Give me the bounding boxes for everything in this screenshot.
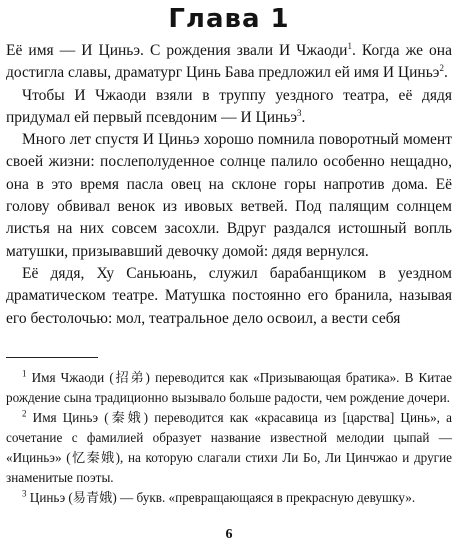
footnote-marker-3: 3 (22, 488, 27, 499)
footnote-ref-2: 2 (439, 63, 444, 74)
footnote-1-text: Имя Чжаоди (招弟) переводится как «Призывающая братика». В Китае рождение сына традиционно вызывало больше радости, чем рождение дочери. (6, 370, 452, 405)
main-text (6, 40, 452, 330)
footnote-ref-1: 1 (347, 40, 352, 51)
paragraph-2-text-b: . (301, 108, 306, 126)
paragraph-2-text-a: Чтобы И Чжаоди взяли в труппу уездного театра, её дядя придумал ей первый псевдоним — И Циньэ (6, 86, 452, 126)
footnote-divider (6, 357, 98, 358)
footnote-ref-3: 3 (297, 107, 302, 118)
paragraph-1-text-c: . (443, 64, 448, 82)
footnote-3-text: Циньэ (易青娥) — букв. «превращающаяся в прекрасную девушку». (29, 490, 416, 505)
footnote-2-text: Имя Циньэ (秦娥) переводится как «красавица из [царства] Цинь», а сочетание с фамилией образует название известной мелодии цыпай — «Ициньэ» (忆秦娥), на которую слагали стихи Ли Бо, Ли Цинчжао и другие знаменитые поэты. (6, 410, 452, 485)
footnote-2 (6, 408, 452, 488)
footnotes (6, 368, 452, 508)
paragraph-4: Её дядя, Ху Саньюань, служил барабанщиком в уездном драматическом театре. Матушка постоянно его бранила, называя его бестолочью: мол, театральное дело освоил, а вести себя (6, 264, 452, 327)
paragraph-2 (6, 85, 452, 130)
paragraph-3: Много лет спустя И Циньэ хорошо помнила поворотный момент своей жизни: послеполуденное солнце палило особенно нещадно, она в это время пасла овец на склоне горы напротив дома. Её голову обвивал венок из ивовых ветвей. Под палящим солнцем листья на них совсем засохли. Вдруг раздался истошный вопль матушки, призывавший девочку домой: дядя вернулся. (6, 131, 452, 260)
footnote-marker-2: 2 (22, 408, 27, 419)
chapter-title: Глава 1 (168, 4, 290, 34)
footnote-1 (6, 368, 452, 408)
paragraph-1-text-a: Её имя — И Циньэ. С рождения звали И Чжаоди (6, 42, 348, 59)
paragraph-1 (6, 40, 452, 85)
page-number: 6 (225, 527, 233, 542)
footnote-marker-1: 1 (22, 368, 27, 379)
paragraph-1-text-b: . Когда же она достигла славы, драматург Цинь Бава предложил ей имя И Циньэ (6, 42, 452, 82)
footnote-3 (6, 488, 452, 508)
